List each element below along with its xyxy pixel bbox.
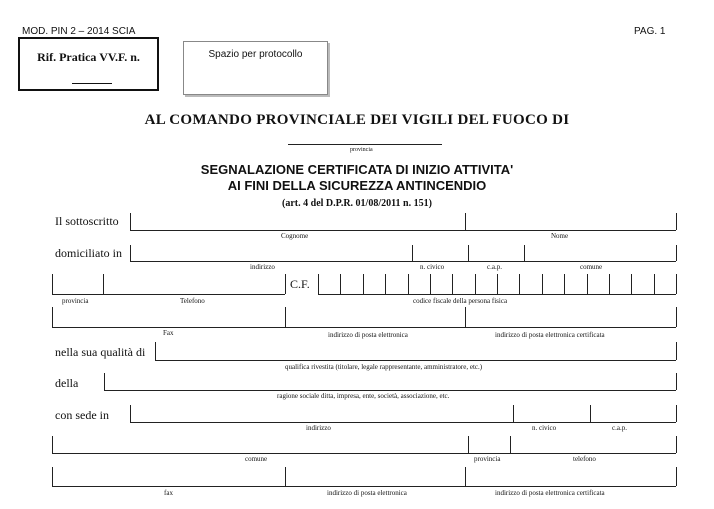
cf-cell-divider — [676, 274, 677, 294]
sottoscritto-label: Il sottoscritto — [55, 214, 119, 228]
ragione-sociale-caption: ragione sociale ditta, impresa, ente, società, associazione, etc. — [277, 392, 450, 400]
domicilio-comune-field[interactable] — [524, 245, 676, 261]
cf-cell-divider — [519, 274, 520, 294]
cf-cell-divider — [497, 274, 498, 294]
domicilio-cap-caption: c.a.p. — [487, 263, 502, 271]
domicilio-indirizzo-caption: indirizzo — [250, 263, 275, 271]
pec-field[interactable] — [465, 307, 676, 327]
domicilio-indirizzo-field[interactable] — [130, 245, 412, 261]
cf-cell-divider — [430, 274, 431, 294]
cf-cell-divider — [318, 274, 319, 294]
sede-civico-field[interactable] — [513, 405, 590, 422]
sede-comune-caption: comune — [245, 455, 268, 463]
rif-pratica-label: Rif. Pratica VV.F. n. — [37, 50, 140, 64]
sede-cap-caption: c.a.p. — [612, 424, 627, 432]
domicilio-civico-field[interactable] — [412, 245, 468, 261]
cf-cell-divider — [475, 274, 476, 294]
sede-telefono-caption: telefono — [573, 455, 596, 463]
cf-cell-divider — [609, 274, 610, 294]
nome-caption: Nome — [551, 232, 569, 240]
cf-cell-divider — [631, 274, 632, 294]
sede-civico-caption: n. civico — [532, 424, 557, 432]
cf-cell-divider — [363, 274, 364, 294]
ragione-sociale-field[interactable] — [104, 373, 676, 390]
domicilio-civico-caption: n. civico — [420, 263, 445, 271]
sede-email-caption: indirizzo di posta elettronica — [327, 489, 407, 497]
domicilio-cap-field[interactable] — [468, 245, 524, 261]
sede-provincia-field[interactable] — [468, 436, 510, 453]
rif-pratica-number-field[interactable] — [72, 83, 112, 84]
cf-label: C.F. — [290, 277, 310, 291]
domiciliato-label: domiciliato in — [55, 246, 122, 260]
qualita-label: nella sua qualità di — [55, 345, 146, 359]
sede-provincia-caption: provincia — [474, 455, 501, 463]
email-field[interactable] — [285, 307, 465, 327]
cf-cell-divider — [340, 274, 341, 294]
fax-caption: Fax — [163, 329, 174, 337]
sede-pec-field[interactable] — [465, 467, 676, 486]
cf-cell-divider — [452, 274, 453, 294]
sede-fax-field[interactable] — [52, 467, 285, 486]
email-caption: indirizzo di posta elettronica — [328, 331, 408, 339]
page-number: PAG. 1 — [634, 26, 666, 37]
protocol-box — [183, 41, 328, 95]
cf-cell-divider — [587, 274, 588, 294]
domicilio-provincia-caption: provincia — [62, 297, 89, 305]
sede-email-field[interactable] — [285, 467, 465, 486]
module-code: MOD. PIN 2 – 2014 SCIA — [22, 26, 136, 37]
fax-field[interactable] — [52, 307, 285, 327]
cf-cell-divider — [542, 274, 543, 294]
domicilio-comune-caption: comune — [580, 263, 603, 271]
sede-label: con sede in — [55, 408, 109, 422]
sede-cap-field[interactable] — [590, 405, 676, 422]
sede-telefono-field[interactable] — [510, 436, 676, 453]
cf-cell-divider — [654, 274, 655, 294]
sede-indirizzo-field[interactable] — [130, 405, 513, 422]
scia-title-line2: AI FINI DELLA SICUREZZA ANTINCENDIO — [227, 178, 487, 193]
cognome-field[interactable] — [130, 213, 465, 230]
sede-comune-field[interactable] — [52, 436, 468, 453]
comando-title: AL COMANDO PROVINCIALE DEI VIGILI DEL FUOCO DI — [144, 112, 570, 128]
nome-field[interactable] — [465, 213, 676, 230]
rif-pratica-box — [18, 37, 159, 91]
sede-pec-caption: indirizzo di posta elettronica certificata — [495, 489, 605, 497]
cognome-caption: Cognome — [281, 232, 309, 240]
legal-reference: (art. 4 del D.P.R. 01/08/2011 n. 151) — [282, 198, 432, 209]
sede-indirizzo-caption: indirizzo — [306, 424, 331, 432]
qualifica-field[interactable] — [155, 342, 676, 360]
sede-fax-caption: fax — [164, 489, 173, 497]
telefono-field[interactable] — [103, 274, 285, 294]
cf-cell-divider — [385, 274, 386, 294]
della-label: della — [55, 376, 79, 390]
cf-cell-divider — [564, 274, 565, 294]
provincia-caption: provincia — [350, 147, 373, 153]
codice-fiscale-caption: codice fiscale della persona fisica — [413, 297, 508, 305]
telefono-caption: Telefono — [180, 297, 205, 305]
protocol-label: Spazio per protocollo — [208, 49, 303, 60]
scia-title-line1: SEGNALAZIONE CERTIFICATA DI INIZIO ATTIVITA' — [200, 162, 514, 177]
qualifica-caption: qualifica rivestita (titolare, legale rappresentante, amministratore, etc.) — [285, 363, 483, 371]
pec-caption: indirizzo di posta elettronica certificata — [495, 331, 605, 339]
provincia-field[interactable] — [288, 144, 442, 145]
domicilio-provincia-field[interactable] — [52, 274, 103, 294]
cf-cell-divider — [408, 274, 409, 294]
